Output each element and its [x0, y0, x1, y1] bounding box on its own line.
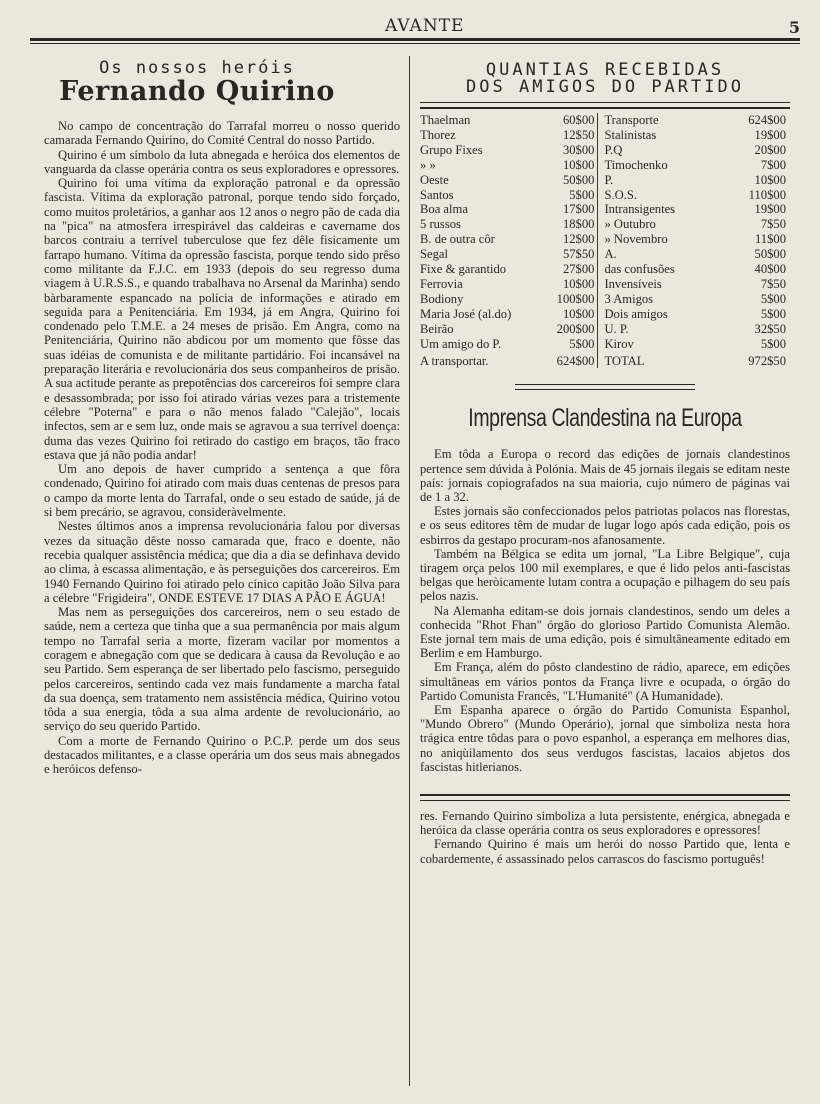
contribution-right-value: 10$00	[754, 172, 786, 187]
contribution-right-name: » Novembro	[604, 232, 668, 247]
contribution-right-value: 32$50	[754, 321, 786, 336]
continuation-rule	[420, 794, 790, 801]
contribution-right-name: P.Q	[604, 142, 623, 157]
contribution-right-name: Dois amigos	[604, 306, 668, 321]
contribution-total-row	[420, 352, 786, 369]
total-value: 972$50	[748, 353, 786, 368]
contribution-right-name: Intransigentes	[604, 202, 676, 217]
contribution-left-name: Santos	[420, 187, 454, 202]
contribution-left-name: Maria José (al.do)	[420, 306, 512, 321]
contribution-row	[420, 337, 786, 352]
contribution-right-value: 19$00	[754, 202, 786, 217]
contribution-left-name: Thorez	[420, 127, 456, 142]
contribution-row	[420, 247, 786, 262]
contribution-left-value: 17$00	[539, 202, 598, 217]
contribution-row	[420, 202, 786, 217]
contribution-left-value: 10$00	[539, 277, 598, 292]
carry-forward-value: 624$00	[539, 352, 598, 369]
contribution-left-value: 5$00	[539, 337, 598, 352]
contribution-right-value: 5$00	[760, 336, 786, 351]
contribution-left-name: Segal	[420, 247, 448, 262]
contribution-left-name: Ferrovia	[420, 276, 463, 291]
contribution-row	[420, 113, 786, 128]
contribution-right-name: Invensíveis	[604, 276, 662, 291]
column-divider	[409, 56, 410, 1086]
contribution-left-value: 30$00	[539, 143, 598, 158]
contribution-left-name: » »	[420, 157, 436, 172]
contribution-right-value: 7$50	[760, 276, 786, 291]
contribution-right-name: das confusões	[604, 262, 675, 277]
press-paragraph: Em Espanha aparece o órgão do Partido Comunista Espanhol, "Mundo Obrero" (Mundo Operário), jornal que simboliza nesta hora trágica entre tôdas para o povo espanhol, a esperança em melhores dias, no aniqùilamento dos seus verdugos fascistas, lacaios abjetos dos fascistas hitlerianos.	[420, 703, 790, 774]
contribution-left-value: 5$00	[539, 188, 598, 203]
contribution-row	[420, 322, 786, 337]
contribution-left-value: 18$00	[539, 217, 598, 232]
contribution-right-value: 20$00	[754, 142, 786, 157]
contribution-left-name: Thaelman	[420, 113, 471, 127]
contribution-left-value: 200$00	[539, 322, 598, 337]
contribution-left-name: Beirão	[420, 321, 454, 336]
contribution-right-value: 40$00	[754, 262, 786, 277]
contributions-title-line1: QUANTIAS RECEBIDAS	[485, 60, 725, 80]
carry-forward-label: A transportar.	[420, 353, 489, 368]
masthead	[30, 14, 800, 44]
contribution-right-name: P.	[604, 172, 614, 187]
continuation-paragraph: Fernando Quirino é mais um herói do nosso Partido que, lenta e cobardemente, é assassinado pelos carrascos do fascismo português!	[420, 837, 790, 866]
contribution-row	[420, 217, 786, 232]
press-body	[420, 447, 790, 774]
press-paragraph: Em França, além do pôsto clandestino de rádio, aparece, em edições simultâneas em vários pontos da França livre e ocupada, o órgão do Partido Comunista Francês, "L'Humanité" (A Humanidade).	[420, 660, 790, 703]
contribution-left-name: 5 russos	[420, 217, 461, 232]
contribution-right-name: » Outubro	[604, 217, 656, 232]
contribution-right-name: Timochenko	[604, 157, 668, 172]
contribution-left-name: Um amigo do P.	[420, 336, 502, 351]
continuation-paragraph: res. Fernando Quirino simboliza a luta persistente, enérgica, abnegada e heróica da classe operária contra os seus exploradores e opressores!	[420, 809, 790, 838]
article-body	[44, 119, 400, 777]
article-paragraph: Com a morte de Fernando Quirino o P.C.P. perde um dos seus destacados militantes, e a classe operária um dos seus mais abnegados e heróicos defenso-	[44, 733, 400, 777]
contribution-left-value: 10$00	[539, 158, 598, 173]
page-number: 5	[788, 18, 800, 37]
contribution-row	[420, 173, 786, 188]
contribution-right-name: S.O.S.	[604, 187, 637, 202]
contribution-left-value: 12$00	[539, 232, 598, 247]
press-paragraph: Na Alemanha editam-se dois jornais clandestinos, sendo um deles a conhecida "Rhot Fhan" órgão do glorioso Partido Comunista Alemão. Este jornal tem mais de uma edição, pois é simultâneamente editado em Berlim e em Hamburgo.	[420, 603, 790, 661]
contribution-left-name: Oeste	[420, 172, 449, 187]
contribution-row	[420, 232, 786, 247]
contribution-left-value: 50$00	[539, 173, 598, 188]
contribution-right-value: 5$00	[760, 291, 786, 306]
article-headline: Fernando Quirino	[59, 76, 335, 107]
contribution-right-value: 624$00	[748, 113, 786, 127]
right-column	[420, 62, 790, 866]
contribution-row	[420, 307, 786, 322]
hero-article	[44, 58, 400, 777]
contribution-left-value: 60$00	[539, 113, 598, 128]
contribution-left-name: Grupo Fixes	[420, 142, 483, 157]
masthead-rule	[30, 38, 800, 44]
contribution-right-name: A.	[604, 247, 617, 262]
press-paragraph: Estes jornais são confeccionados pelos patriotas polacos nas florestas, e os seus editores têm de mudar de lugar logo após cada edição, pois os esbirros da gestapo procuram-nos afanosamente.	[420, 504, 790, 547]
contribution-row	[420, 158, 786, 173]
contribution-left-value: 12$50	[539, 128, 598, 143]
article-paragraph: Quirino é um símbolo da luta abnegada e heróica dos elementos de vanguarda da classe operária contra os seus exploradores e opressores.	[44, 147, 400, 176]
contribution-row	[420, 277, 786, 292]
contribution-right-value: 11$00	[754, 232, 786, 247]
contribution-left-value: 100$00	[539, 292, 598, 307]
press-paragraph: Também na Bélgica se edita um jornal, "La Libre Belgique", cuja tiragem orça pelos 100 mil exemplares, e que é lido pelos anti-fascistas belgas que heròicamente lutam contra a ocupação e pilhagem do seu país pelos nazis.	[420, 546, 790, 604]
article-kicker: Os nossos heróis	[99, 58, 295, 78]
contribution-right-value: 7$50	[760, 217, 786, 232]
contributions-table	[420, 113, 786, 368]
contribution-right-value: 7$00	[760, 157, 786, 172]
press-headline: Imprensa Clandestina na Europa	[468, 404, 742, 433]
contribution-right-name: Transporte	[604, 113, 659, 127]
contribution-right-name: U. P.	[604, 321, 629, 336]
contribution-row	[420, 143, 786, 158]
contribution-row	[420, 262, 786, 277]
contribution-row	[420, 292, 786, 307]
contribution-row	[420, 188, 786, 203]
contributions-title-line2: DOS AMIGOS DO PARTIDO	[466, 77, 744, 97]
contribution-right-name: Stalinistas	[604, 127, 657, 142]
contribution-right-value: 5$00	[760, 306, 786, 321]
article-paragraph: Nestes últimos anos a imprensa revolucionária falou por diversas vezes da situação dêste nosso camarada que, fraco e doente, não recebia qualquer assistência médica; que dia a dia se definhava devido ao clima, à escassa alimentação, e às perseguições dos carcereiros. Em 1940 Fernando Quirino foi atirado pelo cínico capitão João Silva para a célebre "Frigideira", ONDE ESTEVE 17 DIAS A PÃO E ÁGUA!	[44, 519, 400, 605]
contribution-left-value: 10$00	[539, 307, 598, 322]
contribution-left-name: B. de outra côr	[420, 232, 495, 247]
contributions-rule	[420, 102, 790, 109]
contribution-right-value: 50$00	[754, 247, 786, 262]
contribution-right-name: Kirov	[604, 336, 634, 351]
contribution-left-value: 27$00	[539, 262, 598, 277]
total-label: TOTAL	[604, 353, 645, 368]
article-paragraph: Quirino foi uma vítima da exploração patronal e da opressão fascista. Vítima da exploração patronal, porque tendo sido forçado, como muitos proletários, a ganhar aos 12 anos o negro pão de cada dia na "pica" na atmosfera irrespirável das caldeiras e cavername dos barcos contraiu a terrível tuberculose que fez dêle fisicamente um farrapo humano. Vítima da opressão fascista, porque tendo sido prêso como militante da F.J.C. em 1933 (depois do seu regresso duma viagem à U.R.S.S., e quando trabalhava no Arsenal da Marinha) sendo bàrbaramente espancado na polícia de informações e atirado em seguida para a Penitenciária. Em 1934, já em Angra, Quirino foi condenado pelo T.M.E. a 24 meses de prisão. Em Angra, como na Penitenciária, Quirino não abdicou por um momento que fôsse das suas idéias de comunista e de militante partidário. Foi incansável na preparação literária e revolucionária dos seus companheiros de prisão. A sua actitude perante as prepotências dos carcereiros foi sempre clara e desassombrada; por isso foi atirado várias vezes para a tristemente célebre "Poterna" e para o não menos falado "Calejão", locais infectos, sem ar e sem luz, onde mais se agravou a sua terrível doença: duma das vezes Quirino foi retirado do castigo em braços, tão fraco estava que já não podia andar!	[44, 176, 401, 462]
contribution-right-value: 19$00	[754, 127, 786, 142]
press-paragraph: Em tôda a Europa o record das edições de jornais clandestinos pertence sem dúvida à Polónia. Mais de 45 jornais ilegais se editam neste país: jornais copiografados na sua maioria, cujo número de páginas vai de 1 a 32.	[420, 447, 790, 505]
contribution-right-value: 110$00	[748, 187, 786, 202]
article-paragraph: Mas nem as perseguições dos carcereiros, nem o seu estado de saúde, nem a certeza que tinha que a sua permanência por mais algum tempo no Tarrafal seria a morte, fizeram vacilar por momentos a coragem e abnegação com que se dedicara à causa da Revolução e ao seu Partido. Sem esperança de ser libertado pelo fascismo, perseguido pelos carcereiros, sentindo cada vez mais fundamente a marcha fatal da sua doença, sem tratamento nem assistência médica, Quirino votou tôda a sua energia, tôda a sua alma ardente de revolucionário, ao serviço do seu querido Partido.	[44, 605, 400, 734]
contribution-left-name: Bodiony	[420, 291, 464, 306]
masthead-title: AVANTE	[385, 16, 465, 36]
article-paragraph: No campo de concentração do Tarrafal morreu o nosso querido camarada Fernando Quirino, do Comité Central do nosso Partido.	[44, 119, 400, 148]
contribution-left-value: 57$50	[539, 247, 598, 262]
contribution-left-name: Boa alma	[420, 202, 468, 217]
contribution-row	[420, 128, 786, 143]
contribution-right-name: 3 Amigos	[604, 291, 654, 306]
contribution-left-name: Fixe & garantido	[420, 262, 507, 277]
article-continuation	[420, 809, 790, 866]
article-paragraph: Um ano depois de haver cumprido a sentença a que fôra condenado, Quirino foi atirado com mais duas centenas de presos para o campo da morte lenta do Tarrafal, onde o seu estado de saúde, já de si bem precário, se agravou, consideràvelmente.	[44, 462, 400, 520]
section-ornament	[515, 384, 695, 390]
